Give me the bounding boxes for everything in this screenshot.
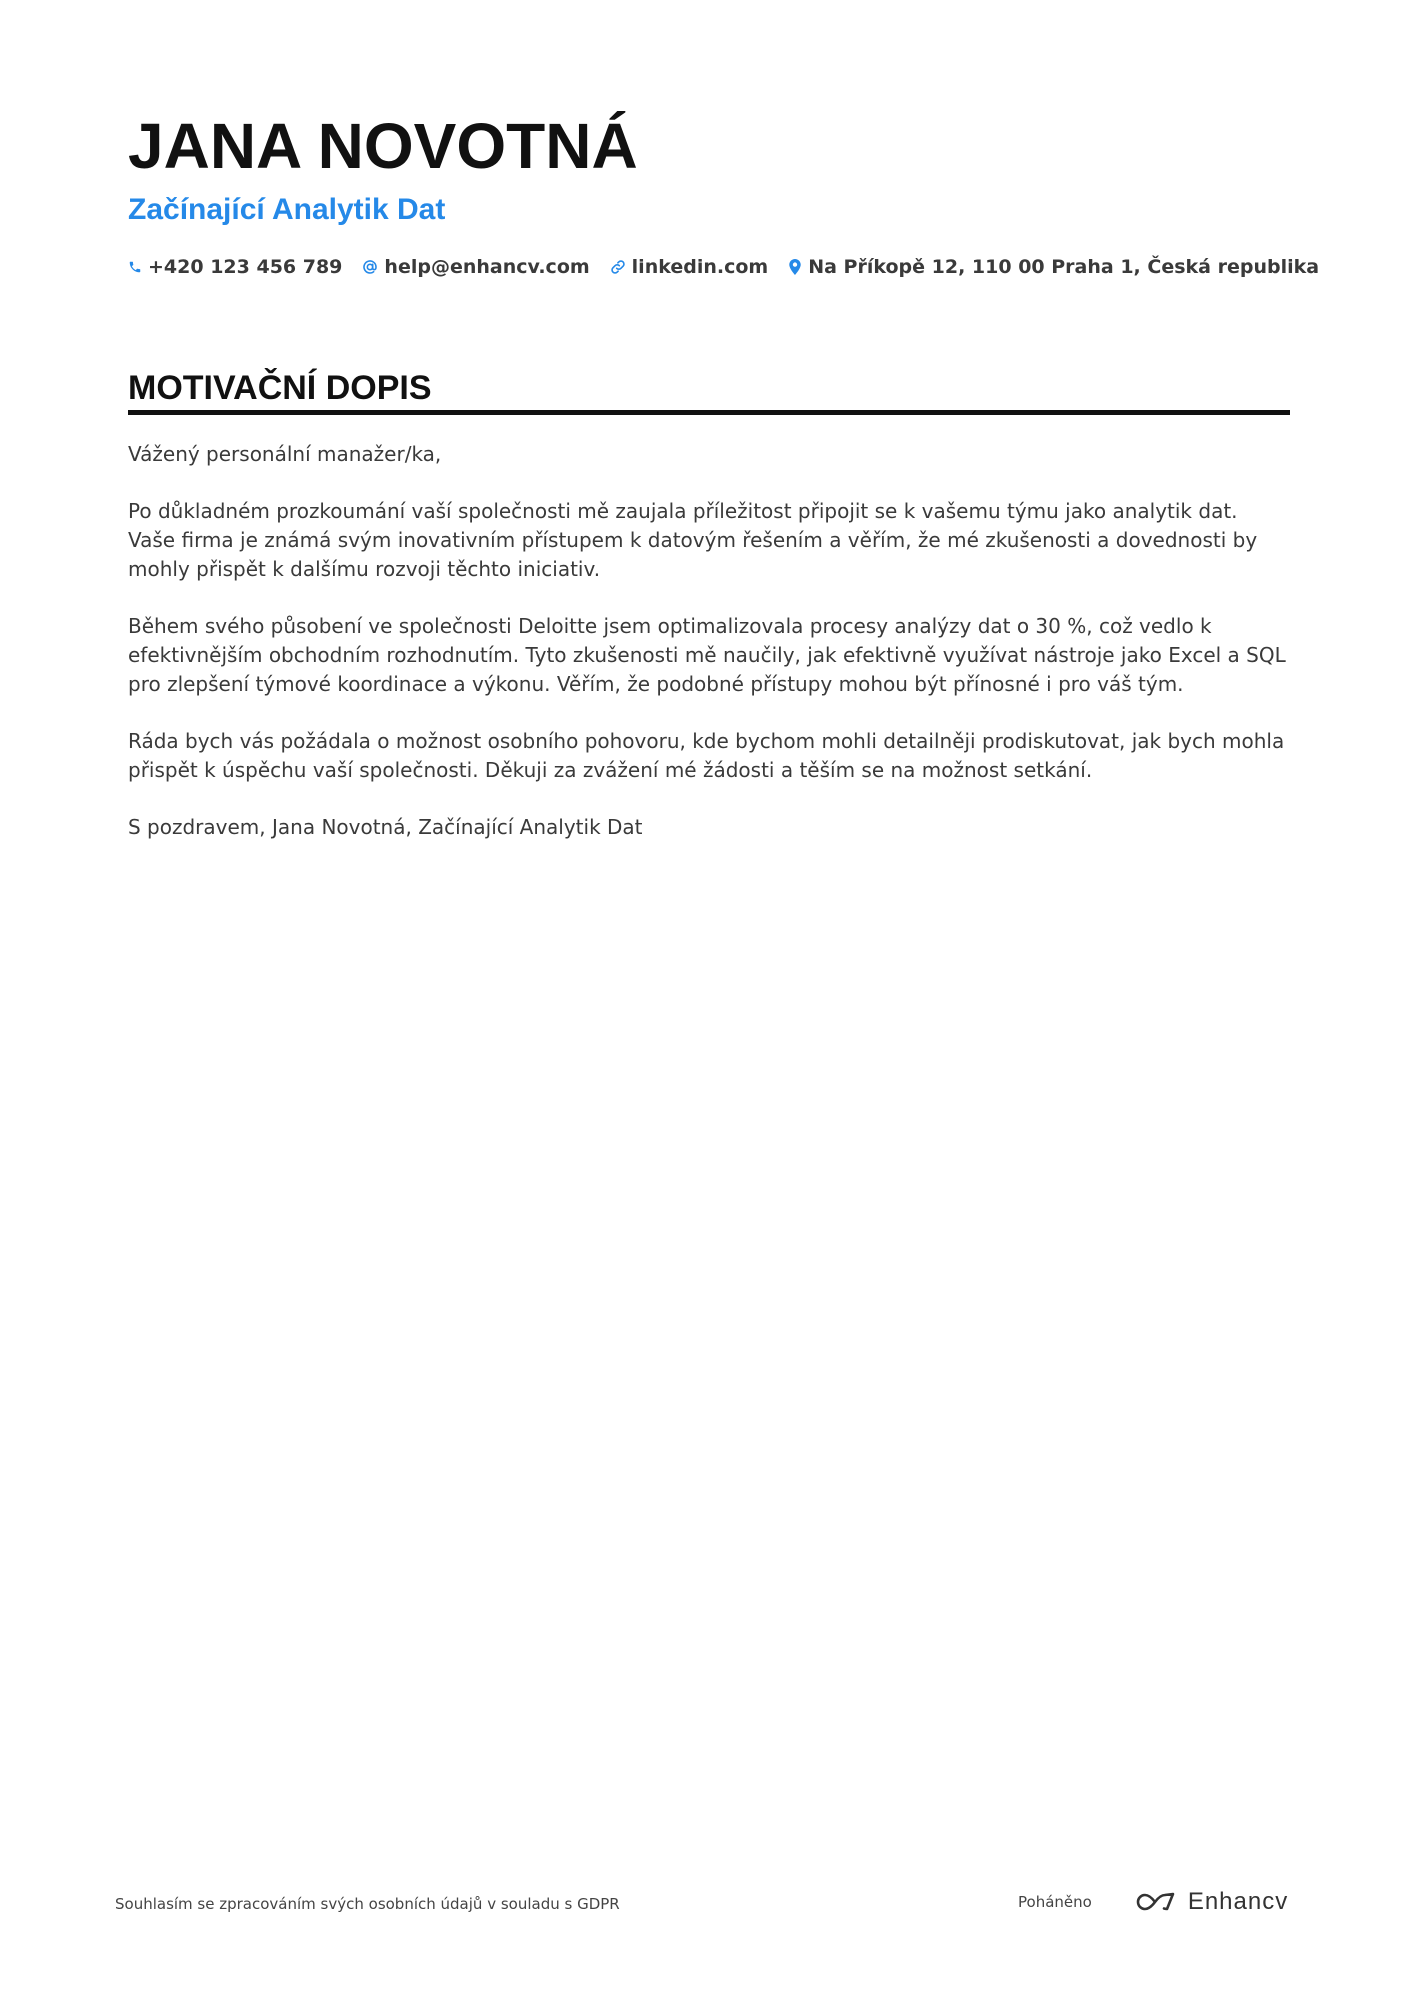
location-pin-icon xyxy=(788,259,802,275)
gdpr-consent: Souhlasím se zpracováním svých osobních údajů v souladu s GDPR xyxy=(115,1895,620,1913)
contact-linkedin xyxy=(610,252,769,282)
contact-address-text: Na Příkopě 12, 110 00 Praha 1, Česká republika xyxy=(808,256,1320,278)
letter-paragraph-2: Během svého působení ve společnosti Deloitte jsem optimalizovala procesy analýzy dat o 30 %, což vedlo k efektivnějším obchodním rozhodnutím. Tyto zkušenosti mě naučily, jak efektivně využívat nástroje jako Excel a SQL pro zlepšení týmové koordinace a výkonu. Věřím, že podobné přístupy mohou být přínosné i pro váš tým. xyxy=(128,614,1286,696)
letter-closing: S pozdravem, Jana Novotná, Začínající Analytik Dat xyxy=(128,815,643,839)
section-divider xyxy=(128,410,1290,415)
enhancv-logo-icon xyxy=(1132,1890,1178,1914)
footer-branding xyxy=(1018,1888,1288,1916)
contact-email xyxy=(362,252,589,282)
contact-address xyxy=(788,252,1319,282)
contact-phone xyxy=(128,252,342,282)
letter-body xyxy=(128,440,1288,870)
enhancv-logo-wordmark: Enhancv xyxy=(1187,1888,1289,1915)
contact-linkedin-text: linkedin.com xyxy=(631,256,769,278)
letter-paragraph-1: Po důkladném prozkoumání vaší společnosti mě zaujala příležitost připojit se k vašemu týmu jako analytik dat. Vaše firma je známá svým inovativním přístupem k datovým řešením a věřím, že mé zkušenosti a dovednosti by mohly přispět k dalšímu rozvoji těchto iniciativ. xyxy=(128,499,1258,581)
contact-email-text: help@enhancv.com xyxy=(384,256,590,278)
enhancv-logo[interactable] xyxy=(1132,1888,1288,1916)
candidate-name: JANA NOVOTNÁ xyxy=(128,110,638,182)
contact-bar xyxy=(128,252,1319,282)
at-icon xyxy=(362,259,378,275)
letter-paragraph-3: Ráda bych vás požádala o možnost osobního pohovoru, kde bychom mohli detailněji prodiskutovat, jak bych mohla přispět k úspěchu vaší společnosti. Děkuji za zvážení mé žádosti a těším se na možnost setkání. xyxy=(128,729,1285,782)
contact-phone-text: +420 123 456 789 xyxy=(148,256,343,278)
letter-greeting: Vážený personální manažer/ka, xyxy=(128,442,442,466)
candidate-headline: Začínající Analytik Dat xyxy=(128,193,446,226)
powered-by-label: Poháněno xyxy=(1018,1893,1092,1911)
section-title: MOTIVAČNÍ DOPIS xyxy=(128,369,432,407)
link-icon xyxy=(610,259,626,275)
phone-icon xyxy=(128,260,142,274)
